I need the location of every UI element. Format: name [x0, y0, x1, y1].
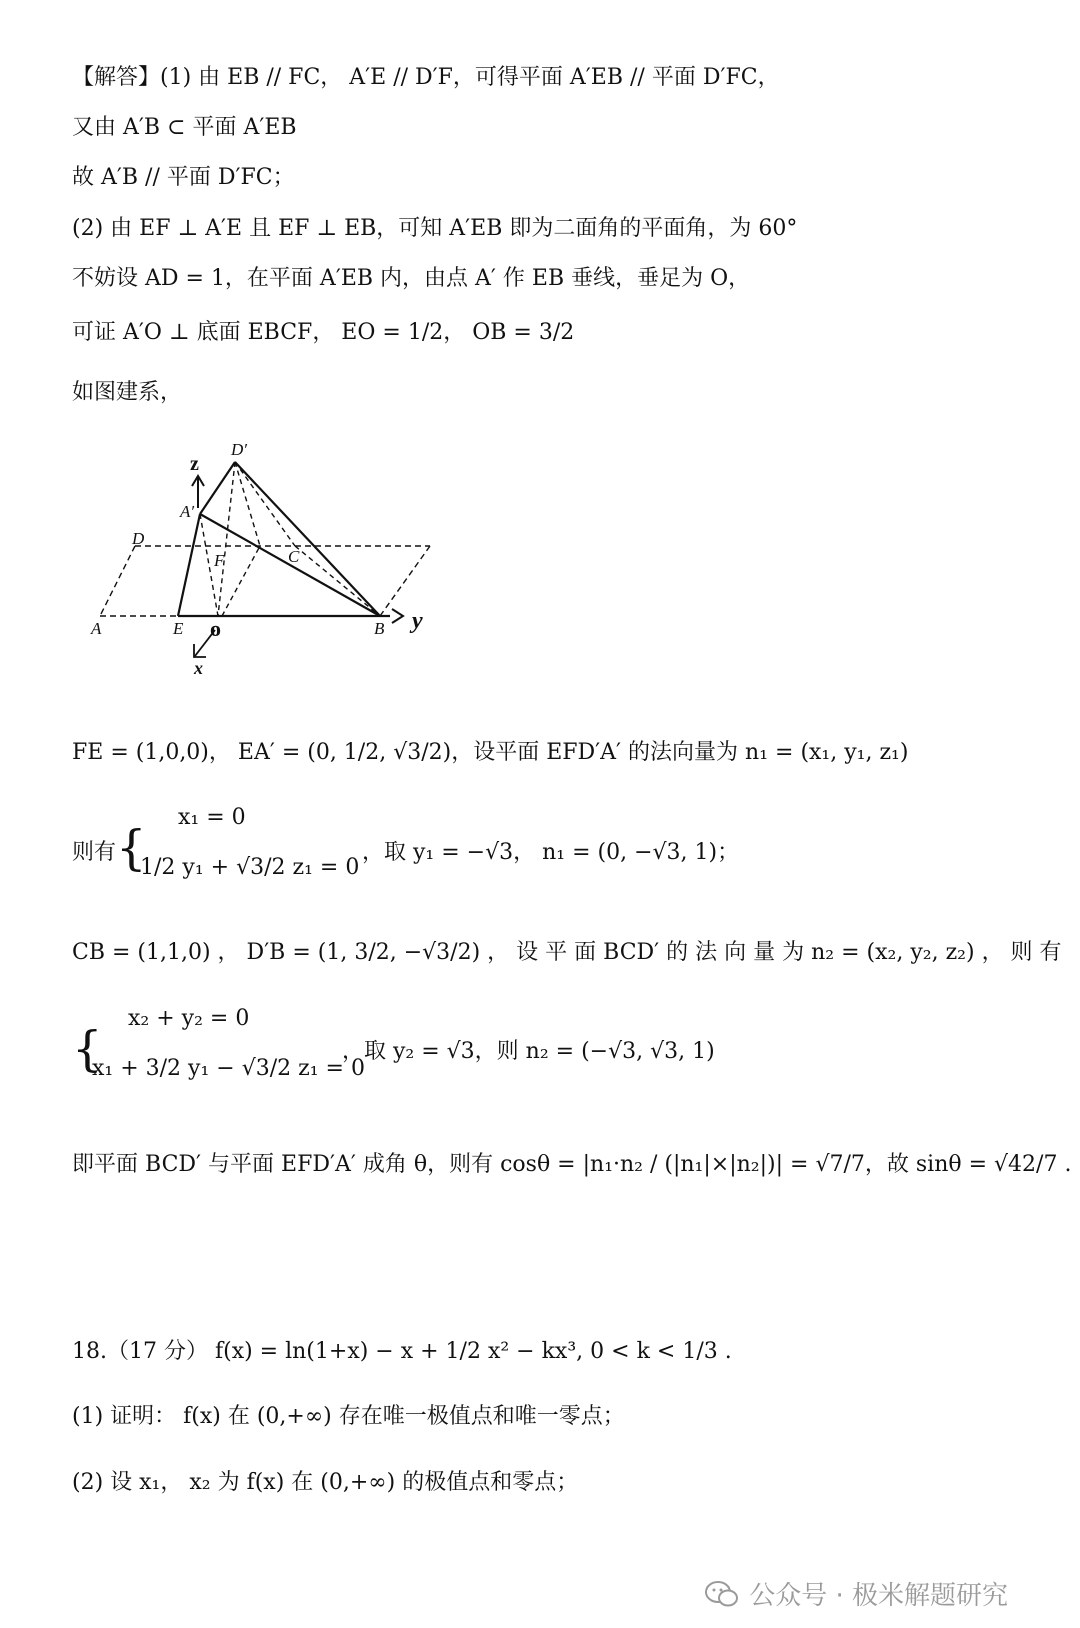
equation-1-result: ，取 y₁ = −√3， n₁ = (0, −√3, 1)； — [362, 840, 740, 865]
label-f: F — [214, 551, 225, 570]
solution-line-5: 不妨设 AD = 1，在平面 A′EB 内，由点 A′ 作 EB 垂线，垂足为 O， — [72, 266, 751, 291]
solution-line-12: 即平面 BCD′ 与平面 EFD′A′ 成角 θ，则有 cosθ = |n₁·n₂ / (|n₁|×|n₂|)| = √7/7，故 sinθ = √42/7 . — [72, 1152, 1072, 1177]
equation-2b: x₁ + 3/2 y₁ − √3/2 z₁ = 0 — [92, 1056, 365, 1081]
left-brace: { — [72, 1021, 103, 1077]
then-label: 则有 — [72, 840, 117, 865]
label-e: E — [173, 619, 184, 638]
solution-line-7: 如图建系， — [72, 380, 183, 405]
solution-line-3: 故 A′B // 平面 D′FC； — [72, 165, 295, 190]
solution-line-2: 又由 A′B ⊂ 平面 A′EB — [72, 115, 297, 140]
solution-line-4: (2) 由 EF ⊥ A′E 且 EF ⊥ EB，可知 A′EB 即为二面角的平面角，为 60° — [72, 216, 798, 241]
solution-line-10: CB = (1,1,0) ， D′B = (1, 3/2, −√3/2) ， 设 平 面 BCD′ 的 法 向 量 为 n₂ = (x₂, y₂, z₂) ， 则 有 — [72, 940, 1062, 965]
edge-dprime-b — [235, 462, 380, 616]
equation-2a: x₂ + y₂ = 0 — [128, 1006, 250, 1031]
label-a: A — [91, 619, 102, 638]
equation-1b: 1/2 y₁ + √3/2 z₁ = 0 — [140, 855, 360, 880]
equation-system-1 — [72, 803, 772, 898]
watermark — [705, 1575, 1008, 1612]
equation-2-result: ，取 y₂ = √3，则 n₂ = (−√3, √3, 1) — [342, 1039, 715, 1064]
label-y: y — [412, 608, 423, 634]
edge-aprime-dprime — [200, 462, 235, 514]
edge-cb-plane — [380, 546, 430, 616]
edge-o-f — [222, 546, 260, 616]
equation-1a: x₁ = 0 — [178, 805, 246, 830]
y-arrow-icon — [392, 609, 403, 623]
solution-line-8: FE = (1,0,0)， EA′ = (0, 1/2, √3/2)，设平面 EFD′A′ 的法向量为 n₁ = (x₁, y₁, z₁) — [72, 740, 909, 765]
equation-system-2 — [72, 1004, 772, 1099]
edge-dprime-c — [235, 462, 295, 546]
solution-line-1: 【解答】(1) 由 EB // FC， A′E // D′F，可得平面 A′EB // 平面 D′FC， — [72, 65, 780, 90]
problem-18-part-2: (2) 设 x₁， x₂ 为 f(x) 在 (0,+∞) 的极值点和零点； — [72, 1470, 579, 1495]
label-o: o — [210, 616, 221, 641]
watermark-text: 公众号 · 极米解题研究 — [749, 1581, 1008, 1611]
solution-line-6: 可证 A′O ⊥ 底面 EBCF， EO = 1/2， OB = 3/2 — [72, 320, 575, 345]
edge-da — [100, 546, 135, 616]
label-dprime: D′ — [231, 440, 247, 459]
wechat-icon — [705, 1580, 739, 1608]
label-c: C — [288, 547, 300, 566]
label-aprime: A′ — [180, 502, 195, 521]
edge-c-b — [295, 546, 380, 616]
problem-18-part-1: (1) 证明： f(x) 在 (0,+∞) 存在唯一极值点和唯一零点； — [72, 1404, 625, 1429]
label-b: B — [374, 619, 385, 638]
label-z: z — [190, 453, 199, 475]
label-x: x — [194, 658, 203, 678]
edge-e-aprime — [178, 514, 200, 616]
left-brace: { — [116, 820, 147, 876]
problem-18-title: 18.（17 分） f(x) = ln(1+x) − x + 1/2 x² − kx³, 0 < k < 1/3 . — [72, 1339, 732, 1364]
label-d: D — [132, 529, 145, 548]
coordinate-figure — [90, 438, 450, 678]
